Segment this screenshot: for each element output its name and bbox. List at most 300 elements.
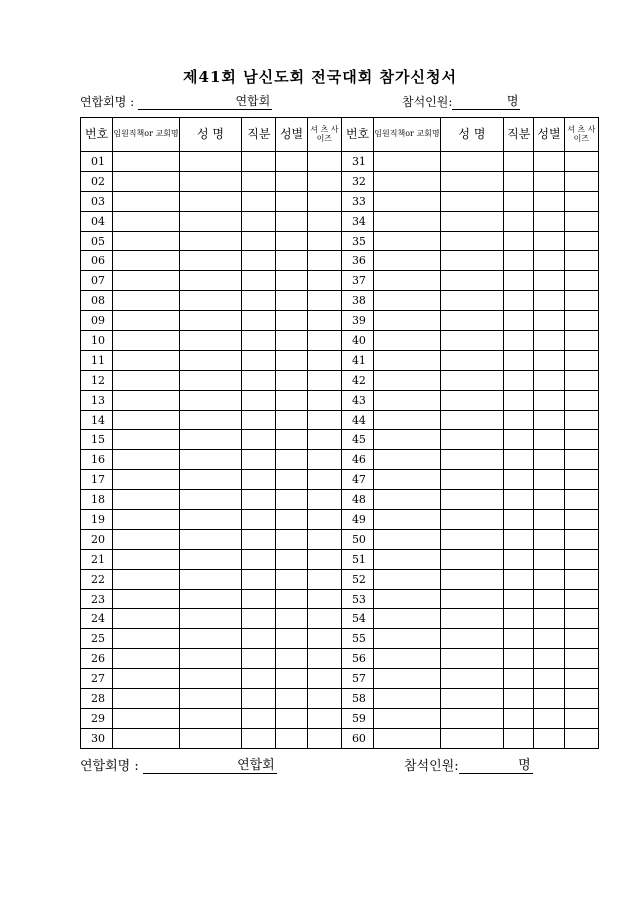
gender-cell[interactable] bbox=[276, 589, 307, 609]
name-cell[interactable] bbox=[440, 609, 503, 629]
size-cell[interactable] bbox=[564, 311, 598, 331]
officer-cell[interactable] bbox=[374, 649, 441, 669]
name-cell[interactable] bbox=[179, 490, 241, 510]
gender-cell[interactable] bbox=[534, 470, 564, 490]
gender-cell[interactable] bbox=[534, 311, 564, 331]
position-cell[interactable] bbox=[242, 450, 276, 470]
name-cell[interactable] bbox=[179, 609, 241, 629]
officer-cell[interactable] bbox=[374, 350, 441, 370]
officer-cell[interactable] bbox=[113, 529, 180, 549]
gender-cell[interactable] bbox=[276, 291, 307, 311]
size-cell[interactable] bbox=[307, 549, 341, 569]
position-cell[interactable] bbox=[504, 152, 534, 172]
position-cell[interactable] bbox=[242, 490, 276, 510]
size-cell[interactable] bbox=[307, 291, 341, 311]
size-cell[interactable] bbox=[307, 271, 341, 291]
size-cell[interactable] bbox=[307, 231, 341, 251]
size-cell[interactable] bbox=[564, 251, 598, 271]
position-cell[interactable] bbox=[504, 549, 534, 569]
size-cell[interactable] bbox=[307, 529, 341, 549]
gender-cell[interactable] bbox=[276, 211, 307, 231]
size-cell[interactable] bbox=[564, 370, 598, 390]
name-cell[interactable] bbox=[179, 251, 241, 271]
name-cell[interactable] bbox=[179, 470, 241, 490]
gender-cell[interactable] bbox=[276, 529, 307, 549]
name-cell[interactable] bbox=[179, 191, 241, 211]
position-cell[interactable] bbox=[242, 708, 276, 728]
size-cell[interactable] bbox=[307, 470, 341, 490]
size-cell[interactable] bbox=[564, 510, 598, 530]
officer-cell[interactable] bbox=[374, 251, 441, 271]
size-cell[interactable] bbox=[307, 669, 341, 689]
size-cell[interactable] bbox=[564, 350, 598, 370]
size-cell[interactable] bbox=[564, 191, 598, 211]
name-cell[interactable] bbox=[440, 490, 503, 510]
gender-cell[interactable] bbox=[276, 191, 307, 211]
gender-cell[interactable] bbox=[276, 649, 307, 669]
gender-cell[interactable] bbox=[276, 490, 307, 510]
position-cell[interactable] bbox=[504, 589, 534, 609]
gender-cell[interactable] bbox=[534, 689, 564, 709]
gender-cell[interactable] bbox=[276, 728, 307, 748]
size-cell[interactable] bbox=[564, 689, 598, 709]
position-cell[interactable] bbox=[504, 370, 534, 390]
officer-cell[interactable] bbox=[374, 629, 441, 649]
officer-cell[interactable] bbox=[374, 669, 441, 689]
officer-cell[interactable] bbox=[113, 708, 180, 728]
gender-cell[interactable] bbox=[534, 490, 564, 510]
gender-cell[interactable] bbox=[534, 708, 564, 728]
gender-cell[interactable] bbox=[534, 152, 564, 172]
size-cell[interactable] bbox=[307, 390, 341, 410]
name-cell[interactable] bbox=[440, 251, 503, 271]
officer-cell[interactable] bbox=[374, 569, 441, 589]
size-cell[interactable] bbox=[307, 689, 341, 709]
position-cell[interactable] bbox=[504, 529, 534, 549]
position-cell[interactable] bbox=[504, 231, 534, 251]
officer-cell[interactable] bbox=[374, 470, 441, 490]
officer-cell[interactable] bbox=[113, 609, 180, 629]
name-cell[interactable] bbox=[179, 271, 241, 291]
officer-cell[interactable] bbox=[374, 291, 441, 311]
size-cell[interactable] bbox=[307, 211, 341, 231]
name-cell[interactable] bbox=[440, 510, 503, 530]
gender-cell[interactable] bbox=[276, 708, 307, 728]
size-cell[interactable] bbox=[564, 569, 598, 589]
officer-cell[interactable] bbox=[113, 152, 180, 172]
officer-cell[interactable] bbox=[374, 529, 441, 549]
position-cell[interactable] bbox=[242, 370, 276, 390]
position-cell[interactable] bbox=[242, 549, 276, 569]
officer-cell[interactable] bbox=[374, 152, 441, 172]
position-cell[interactable] bbox=[242, 430, 276, 450]
size-cell[interactable] bbox=[564, 470, 598, 490]
gender-cell[interactable] bbox=[534, 171, 564, 191]
gender-cell[interactable] bbox=[534, 231, 564, 251]
name-cell[interactable] bbox=[179, 629, 241, 649]
gender-cell[interactable] bbox=[534, 569, 564, 589]
name-cell[interactable] bbox=[440, 410, 503, 430]
size-cell[interactable] bbox=[564, 331, 598, 351]
officer-cell[interactable] bbox=[113, 589, 180, 609]
gender-cell[interactable] bbox=[276, 689, 307, 709]
name-cell[interactable] bbox=[179, 450, 241, 470]
position-cell[interactable] bbox=[504, 689, 534, 709]
position-cell[interactable] bbox=[242, 251, 276, 271]
officer-cell[interactable] bbox=[113, 728, 180, 748]
name-cell[interactable] bbox=[440, 629, 503, 649]
position-cell[interactable] bbox=[242, 669, 276, 689]
officer-cell[interactable] bbox=[113, 549, 180, 569]
attend-count-field[interactable]: 명 bbox=[452, 94, 520, 110]
officer-cell[interactable] bbox=[374, 549, 441, 569]
officer-cell[interactable] bbox=[113, 410, 180, 430]
officer-cell[interactable] bbox=[113, 211, 180, 231]
gender-cell[interactable] bbox=[534, 211, 564, 231]
name-cell[interactable] bbox=[179, 331, 241, 351]
gender-cell[interactable] bbox=[276, 629, 307, 649]
size-cell[interactable] bbox=[307, 370, 341, 390]
size-cell[interactable] bbox=[307, 350, 341, 370]
position-cell[interactable] bbox=[242, 291, 276, 311]
officer-cell[interactable] bbox=[374, 410, 441, 430]
position-cell[interactable] bbox=[242, 191, 276, 211]
position-cell[interactable] bbox=[242, 410, 276, 430]
size-cell[interactable] bbox=[564, 291, 598, 311]
officer-cell[interactable] bbox=[374, 430, 441, 450]
officer-cell[interactable] bbox=[374, 231, 441, 251]
size-cell[interactable] bbox=[307, 171, 341, 191]
name-cell[interactable] bbox=[440, 291, 503, 311]
name-cell[interactable] bbox=[440, 470, 503, 490]
position-cell[interactable] bbox=[242, 390, 276, 410]
size-cell[interactable] bbox=[564, 450, 598, 470]
officer-cell[interactable] bbox=[374, 390, 441, 410]
name-cell[interactable] bbox=[440, 649, 503, 669]
position-cell[interactable] bbox=[504, 470, 534, 490]
name-cell[interactable] bbox=[179, 649, 241, 669]
gender-cell[interactable] bbox=[534, 669, 564, 689]
officer-cell[interactable] bbox=[374, 331, 441, 351]
name-cell[interactable] bbox=[179, 152, 241, 172]
gender-cell[interactable] bbox=[534, 649, 564, 669]
size-cell[interactable] bbox=[564, 390, 598, 410]
gender-cell[interactable] bbox=[276, 171, 307, 191]
size-cell[interactable] bbox=[564, 490, 598, 510]
officer-cell[interactable] bbox=[113, 171, 180, 191]
gender-cell[interactable] bbox=[276, 410, 307, 430]
gender-cell[interactable] bbox=[534, 629, 564, 649]
position-cell[interactable] bbox=[504, 649, 534, 669]
officer-cell[interactable] bbox=[374, 450, 441, 470]
size-cell[interactable] bbox=[307, 410, 341, 430]
position-cell[interactable] bbox=[504, 728, 534, 748]
name-cell[interactable] bbox=[179, 410, 241, 430]
name-cell[interactable] bbox=[179, 529, 241, 549]
position-cell[interactable] bbox=[504, 390, 534, 410]
size-cell[interactable] bbox=[307, 728, 341, 748]
position-cell[interactable] bbox=[242, 171, 276, 191]
position-cell[interactable] bbox=[504, 510, 534, 530]
size-cell[interactable] bbox=[307, 708, 341, 728]
position-cell[interactable] bbox=[504, 669, 534, 689]
officer-cell[interactable] bbox=[113, 311, 180, 331]
position-cell[interactable] bbox=[242, 629, 276, 649]
name-cell[interactable] bbox=[440, 669, 503, 689]
position-cell[interactable] bbox=[504, 609, 534, 629]
size-cell[interactable] bbox=[564, 708, 598, 728]
position-cell[interactable] bbox=[504, 490, 534, 510]
name-cell[interactable] bbox=[440, 191, 503, 211]
gender-cell[interactable] bbox=[534, 549, 564, 569]
size-cell[interactable] bbox=[307, 450, 341, 470]
gender-cell[interactable] bbox=[276, 390, 307, 410]
position-cell[interactable] bbox=[242, 609, 276, 629]
position-cell[interactable] bbox=[504, 191, 534, 211]
position-cell[interactable] bbox=[242, 331, 276, 351]
name-cell[interactable] bbox=[179, 291, 241, 311]
name-cell[interactable] bbox=[179, 549, 241, 569]
name-cell[interactable] bbox=[179, 689, 241, 709]
gender-cell[interactable] bbox=[534, 390, 564, 410]
gender-cell[interactable] bbox=[276, 331, 307, 351]
position-cell[interactable] bbox=[504, 171, 534, 191]
name-cell[interactable] bbox=[179, 708, 241, 728]
officer-cell[interactable] bbox=[113, 430, 180, 450]
size-cell[interactable] bbox=[564, 669, 598, 689]
officer-cell[interactable] bbox=[374, 370, 441, 390]
size-cell[interactable] bbox=[564, 649, 598, 669]
gender-cell[interactable] bbox=[276, 569, 307, 589]
gender-cell[interactable] bbox=[534, 350, 564, 370]
officer-cell[interactable] bbox=[113, 390, 180, 410]
gender-cell[interactable] bbox=[276, 549, 307, 569]
name-cell[interactable] bbox=[179, 370, 241, 390]
name-cell[interactable] bbox=[440, 430, 503, 450]
position-cell[interactable] bbox=[504, 350, 534, 370]
name-cell[interactable] bbox=[440, 152, 503, 172]
gender-cell[interactable] bbox=[276, 510, 307, 530]
size-cell[interactable] bbox=[564, 271, 598, 291]
name-cell[interactable] bbox=[440, 171, 503, 191]
size-cell[interactable] bbox=[564, 430, 598, 450]
gender-cell[interactable] bbox=[534, 271, 564, 291]
gender-cell[interactable] bbox=[276, 251, 307, 271]
size-cell[interactable] bbox=[564, 529, 598, 549]
officer-cell[interactable] bbox=[374, 271, 441, 291]
gender-cell[interactable] bbox=[276, 350, 307, 370]
name-cell[interactable] bbox=[440, 589, 503, 609]
name-cell[interactable] bbox=[440, 331, 503, 351]
officer-cell[interactable] bbox=[113, 470, 180, 490]
officer-cell[interactable] bbox=[374, 171, 441, 191]
size-cell[interactable] bbox=[564, 728, 598, 748]
position-cell[interactable] bbox=[242, 510, 276, 530]
gender-cell[interactable] bbox=[534, 529, 564, 549]
position-cell[interactable] bbox=[242, 569, 276, 589]
size-cell[interactable] bbox=[564, 609, 598, 629]
officer-cell[interactable] bbox=[374, 490, 441, 510]
name-cell[interactable] bbox=[440, 450, 503, 470]
officer-cell[interactable] bbox=[374, 191, 441, 211]
gender-cell[interactable] bbox=[276, 311, 307, 331]
position-cell[interactable] bbox=[504, 211, 534, 231]
gender-cell[interactable] bbox=[534, 589, 564, 609]
position-cell[interactable] bbox=[504, 251, 534, 271]
size-cell[interactable] bbox=[307, 629, 341, 649]
officer-cell[interactable] bbox=[374, 311, 441, 331]
gender-cell[interactable] bbox=[276, 430, 307, 450]
officer-cell[interactable] bbox=[113, 350, 180, 370]
officer-cell[interactable] bbox=[374, 689, 441, 709]
position-cell[interactable] bbox=[242, 470, 276, 490]
position-cell[interactable] bbox=[242, 649, 276, 669]
gender-cell[interactable] bbox=[276, 669, 307, 689]
size-cell[interactable] bbox=[307, 569, 341, 589]
position-cell[interactable] bbox=[504, 629, 534, 649]
union-name-field[interactable]: 연합회 bbox=[138, 94, 272, 110]
name-cell[interactable] bbox=[440, 390, 503, 410]
name-cell[interactable] bbox=[179, 350, 241, 370]
name-cell[interactable] bbox=[179, 311, 241, 331]
gender-cell[interactable] bbox=[534, 430, 564, 450]
officer-cell[interactable] bbox=[374, 510, 441, 530]
size-cell[interactable] bbox=[564, 629, 598, 649]
name-cell[interactable] bbox=[179, 430, 241, 450]
size-cell[interactable] bbox=[307, 510, 341, 530]
position-cell[interactable] bbox=[504, 331, 534, 351]
size-cell[interactable] bbox=[564, 589, 598, 609]
gender-cell[interactable] bbox=[534, 450, 564, 470]
gender-cell[interactable] bbox=[534, 370, 564, 390]
position-cell[interactable] bbox=[242, 231, 276, 251]
position-cell[interactable] bbox=[242, 211, 276, 231]
gender-cell[interactable] bbox=[276, 370, 307, 390]
gender-cell[interactable] bbox=[276, 231, 307, 251]
position-cell[interactable] bbox=[504, 291, 534, 311]
position-cell[interactable] bbox=[504, 450, 534, 470]
name-cell[interactable] bbox=[440, 350, 503, 370]
size-cell[interactable] bbox=[564, 231, 598, 251]
officer-cell[interactable] bbox=[113, 569, 180, 589]
size-cell[interactable] bbox=[307, 490, 341, 510]
officer-cell[interactable] bbox=[113, 251, 180, 271]
name-cell[interactable] bbox=[440, 708, 503, 728]
gender-cell[interactable] bbox=[534, 510, 564, 530]
officer-cell[interactable] bbox=[113, 450, 180, 470]
officer-cell[interactable] bbox=[113, 291, 180, 311]
name-cell[interactable] bbox=[179, 669, 241, 689]
officer-cell[interactable] bbox=[113, 629, 180, 649]
officer-cell[interactable] bbox=[113, 510, 180, 530]
gender-cell[interactable] bbox=[276, 470, 307, 490]
position-cell[interactable] bbox=[504, 708, 534, 728]
officer-cell[interactable] bbox=[374, 728, 441, 748]
position-cell[interactable] bbox=[242, 152, 276, 172]
position-cell[interactable] bbox=[242, 350, 276, 370]
name-cell[interactable] bbox=[440, 370, 503, 390]
name-cell[interactable] bbox=[179, 510, 241, 530]
name-cell[interactable] bbox=[440, 728, 503, 748]
name-cell[interactable] bbox=[440, 569, 503, 589]
gender-cell[interactable] bbox=[276, 271, 307, 291]
position-cell[interactable] bbox=[504, 271, 534, 291]
officer-cell[interactable] bbox=[113, 689, 180, 709]
name-cell[interactable] bbox=[179, 569, 241, 589]
size-cell[interactable] bbox=[564, 211, 598, 231]
position-cell[interactable] bbox=[504, 430, 534, 450]
name-cell[interactable] bbox=[440, 689, 503, 709]
name-cell[interactable] bbox=[440, 211, 503, 231]
officer-cell[interactable] bbox=[113, 271, 180, 291]
officer-cell[interactable] bbox=[113, 370, 180, 390]
gender-cell[interactable] bbox=[276, 609, 307, 629]
size-cell[interactable] bbox=[564, 152, 598, 172]
gender-cell[interactable] bbox=[534, 291, 564, 311]
gender-cell[interactable] bbox=[534, 191, 564, 211]
name-cell[interactable] bbox=[179, 211, 241, 231]
size-cell[interactable] bbox=[307, 589, 341, 609]
name-cell[interactable] bbox=[179, 390, 241, 410]
gender-cell[interactable] bbox=[534, 331, 564, 351]
size-cell[interactable] bbox=[564, 171, 598, 191]
gender-cell[interactable] bbox=[276, 152, 307, 172]
officer-cell[interactable] bbox=[374, 708, 441, 728]
officer-cell[interactable] bbox=[113, 649, 180, 669]
name-cell[interactable] bbox=[179, 171, 241, 191]
officer-cell[interactable] bbox=[374, 589, 441, 609]
officer-cell[interactable] bbox=[374, 609, 441, 629]
position-cell[interactable] bbox=[242, 529, 276, 549]
gender-cell[interactable] bbox=[534, 728, 564, 748]
size-cell[interactable] bbox=[307, 311, 341, 331]
position-cell[interactable] bbox=[242, 689, 276, 709]
size-cell[interactable] bbox=[307, 191, 341, 211]
position-cell[interactable] bbox=[504, 410, 534, 430]
name-cell[interactable] bbox=[440, 231, 503, 251]
size-cell[interactable] bbox=[307, 331, 341, 351]
position-cell[interactable] bbox=[242, 589, 276, 609]
size-cell[interactable] bbox=[564, 410, 598, 430]
union-name-field[interactable]: 연합회 bbox=[143, 758, 277, 774]
gender-cell[interactable] bbox=[276, 450, 307, 470]
size-cell[interactable] bbox=[307, 152, 341, 172]
officer-cell[interactable] bbox=[374, 211, 441, 231]
name-cell[interactable] bbox=[440, 549, 503, 569]
officer-cell[interactable] bbox=[113, 191, 180, 211]
name-cell[interactable] bbox=[440, 311, 503, 331]
officer-cell[interactable] bbox=[113, 669, 180, 689]
position-cell[interactable] bbox=[242, 311, 276, 331]
size-cell[interactable] bbox=[307, 430, 341, 450]
position-cell[interactable] bbox=[504, 311, 534, 331]
size-cell[interactable] bbox=[307, 609, 341, 629]
position-cell[interactable] bbox=[242, 728, 276, 748]
size-cell[interactable] bbox=[564, 549, 598, 569]
name-cell[interactable] bbox=[179, 589, 241, 609]
officer-cell[interactable] bbox=[113, 490, 180, 510]
gender-cell[interactable] bbox=[534, 609, 564, 629]
attend-count-field[interactable]: 명 bbox=[459, 758, 533, 774]
name-cell[interactable] bbox=[179, 728, 241, 748]
size-cell[interactable] bbox=[307, 649, 341, 669]
name-cell[interactable] bbox=[179, 231, 241, 251]
officer-cell[interactable] bbox=[113, 331, 180, 351]
name-cell[interactable] bbox=[440, 529, 503, 549]
position-cell[interactable] bbox=[504, 569, 534, 589]
size-cell[interactable] bbox=[307, 251, 341, 271]
gender-cell[interactable] bbox=[534, 251, 564, 271]
